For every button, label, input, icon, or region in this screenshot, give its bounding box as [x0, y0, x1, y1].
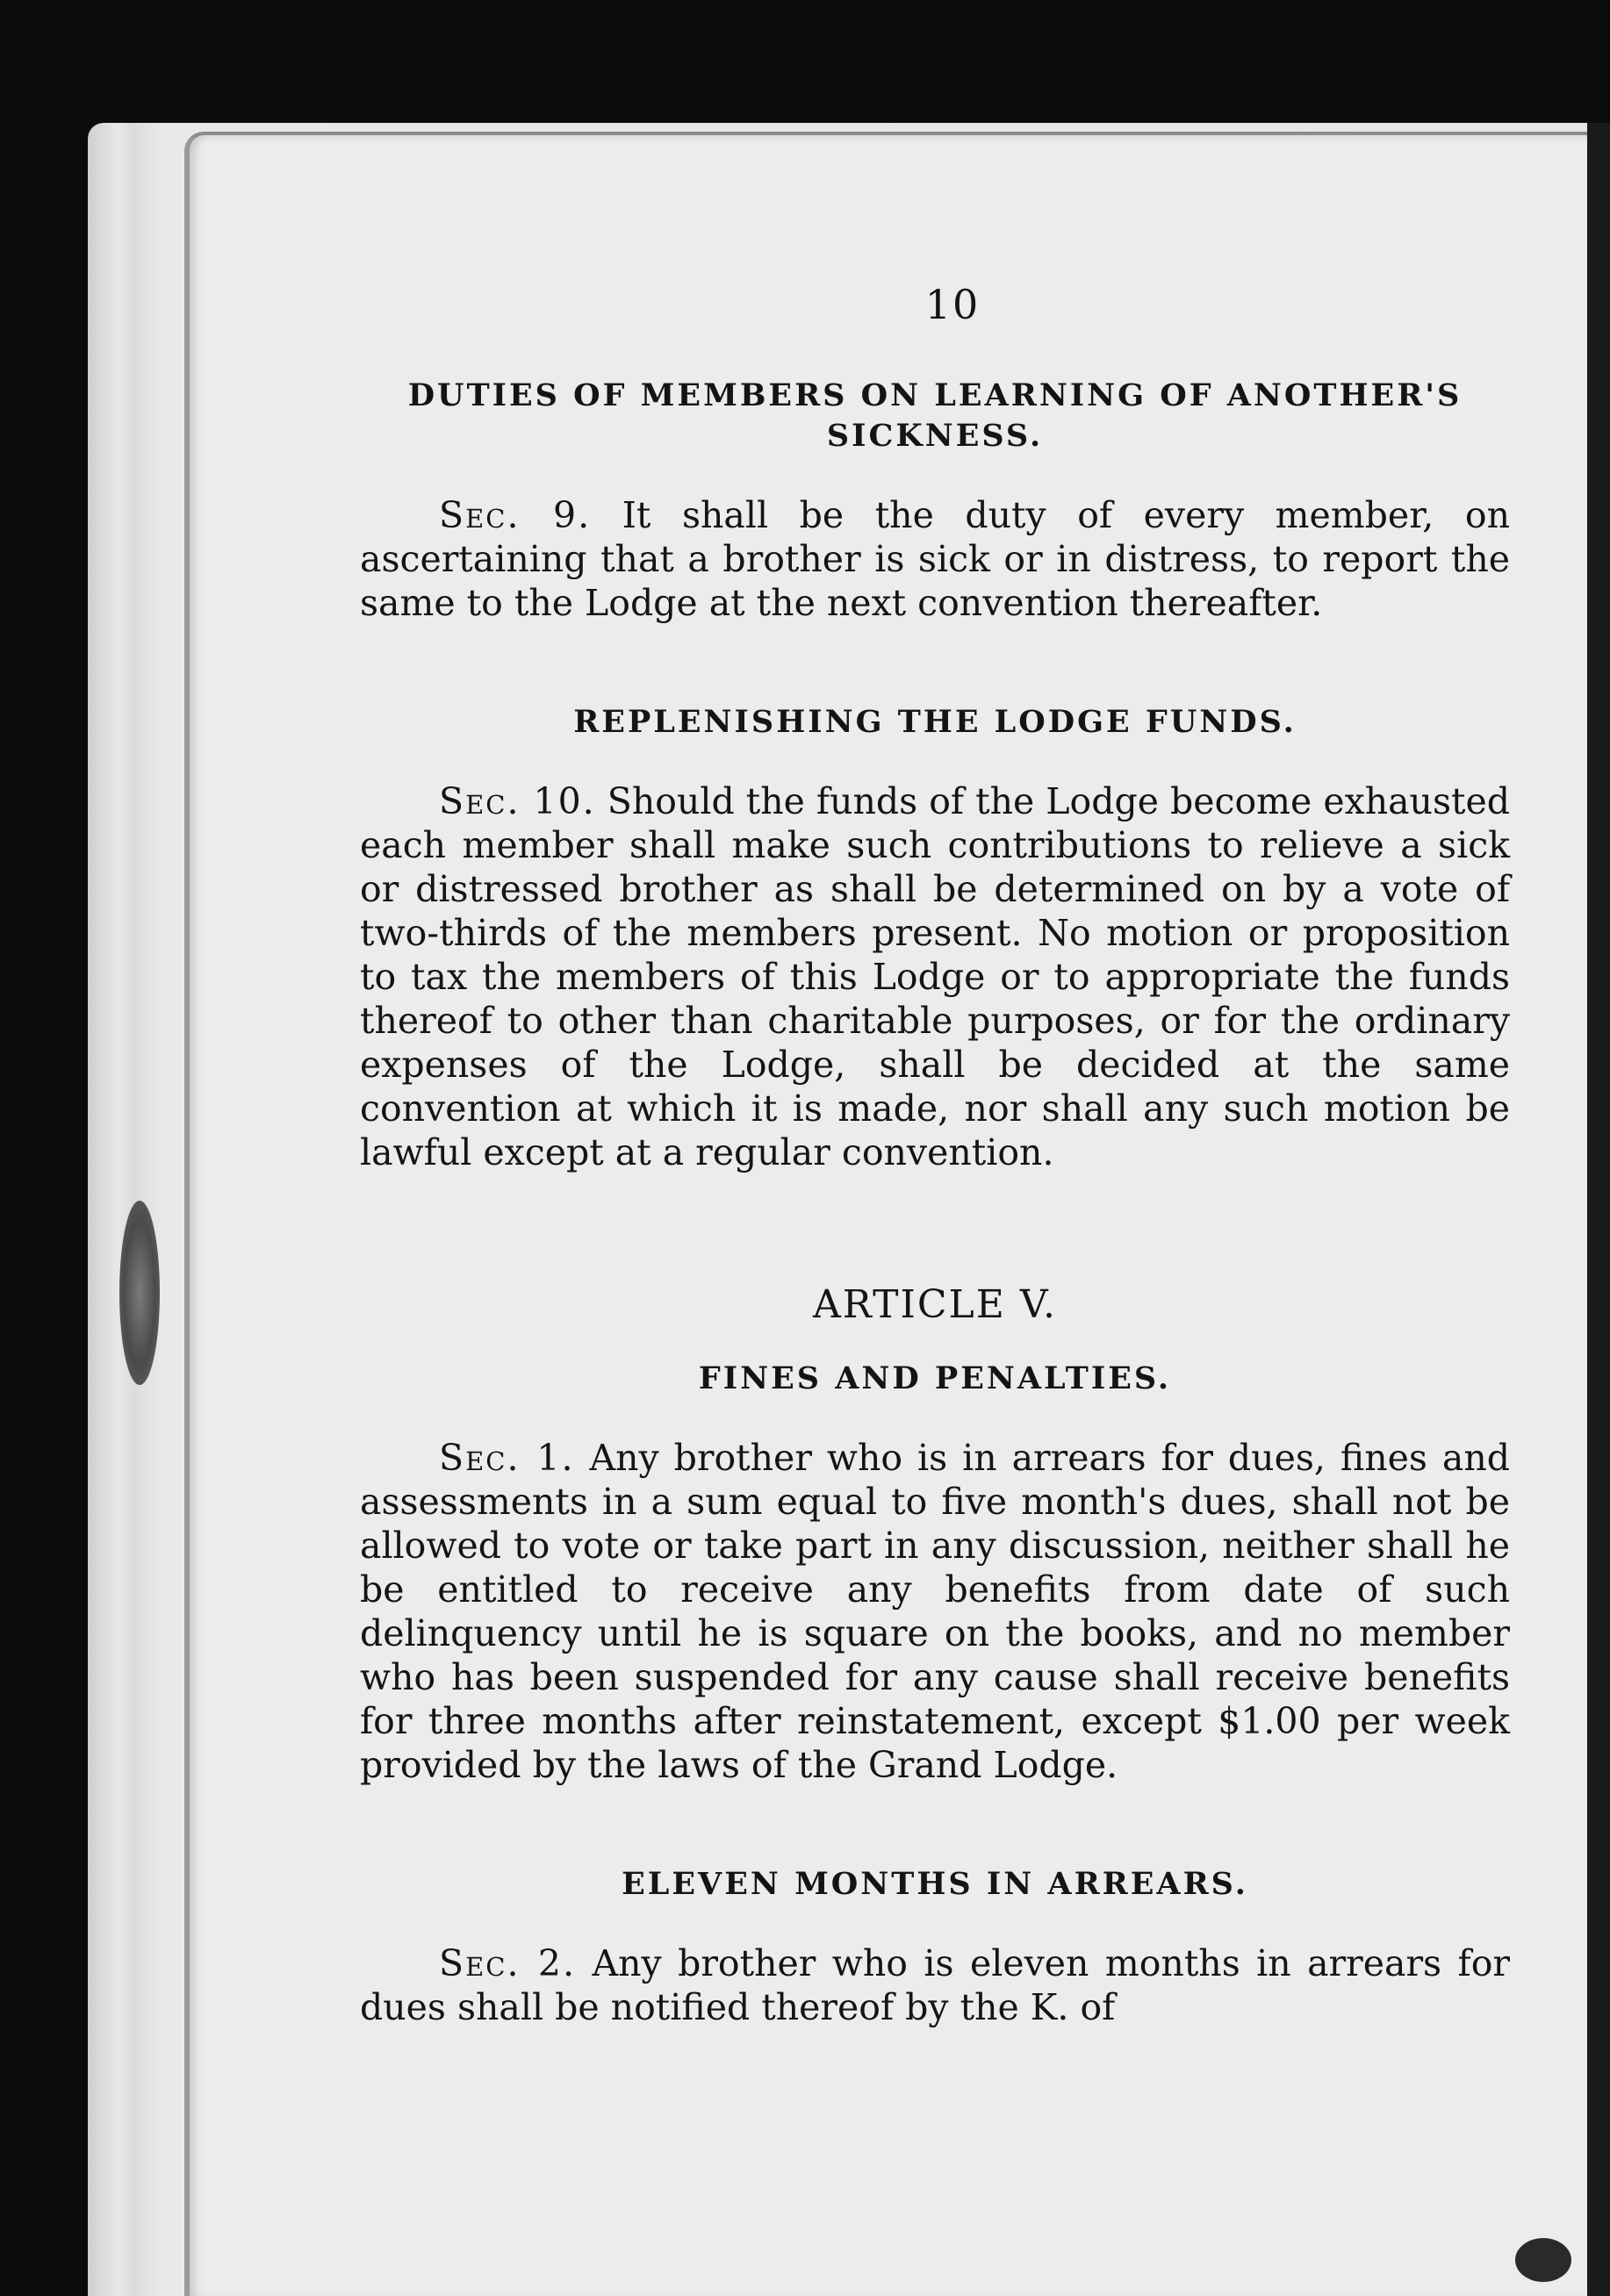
section-heading-duties: DUTIES OF MEMBERS ON LEARNING OF ANOTHER'S SICKNESS. — [407, 377, 1463, 454]
page-content — [360, 281, 1510, 2029]
section-heading-replenishing: REPLENISHING THE LODGE FUNDS. — [573, 704, 1297, 740]
article-subtitle: FINES AND PENALTIES. — [698, 1360, 1172, 1396]
section-9-paragraph — [360, 493, 1510, 625]
section-10-text: Should the funds of the Lodge become exhausted each member shall make such contributions to relieve a sick or distressed brother as shall be determined on by a vote of two-thirds of the members present. No motion or proposition to tax the members of this Lodge or to appropriate the funds thereof to other than charitable purposes, or for the ordinary expenses of the Lodge, shall be decided at the same convention at which it is made, nor shall any such motion be lawful except at a regular convention. — [360, 780, 1510, 1173]
section-10-paragraph — [360, 779, 1510, 1174]
right-page-edge — [1587, 123, 1610, 2296]
binding-mark — [119, 1201, 160, 1385]
ink-blot — [1515, 2238, 1571, 2282]
section-9-label: Sec. 9. — [439, 494, 592, 536]
article-section-2-paragraph — [360, 1941, 1510, 2029]
article-section-1-paragraph — [360, 1436, 1510, 1787]
article-section-1-label: Sec. 1. — [439, 1437, 575, 1479]
article-section-1-text: Any brother who is in arrears for dues, fines and assessments in a sum equal to five month's dues, shall not be allowed to vote or take part in any discussion, neither shall he be entitled to receive any benefits from date of such delinquency until he is square on the books, and no member who has been suspended for any cause shall receive benefits for three months after reinstatement, except $1.00 per week provided by the laws of the Grand Lodge. — [360, 1437, 1510, 1786]
section-heading-eleven-months: ELEVEN MONTHS IN ARREARS. — [622, 1866, 1248, 1902]
article-title: ARTICLE V. — [813, 1282, 1057, 1327]
section-9-text: It shall be the duty of every member, on ascertaining that a brother is sick or in distress, to report the same to the Lodge at the next convention thereafter. — [360, 494, 1510, 624]
article-section-2-text: Any brother who is eleven months in arrears for dues shall be notified thereof by the K. of — [360, 1942, 1510, 2028]
section-10-label: Sec. 10. — [439, 780, 596, 822]
page-number: 10 — [924, 281, 981, 328]
article-section-2-label: Sec. 2. — [439, 1942, 577, 1984]
